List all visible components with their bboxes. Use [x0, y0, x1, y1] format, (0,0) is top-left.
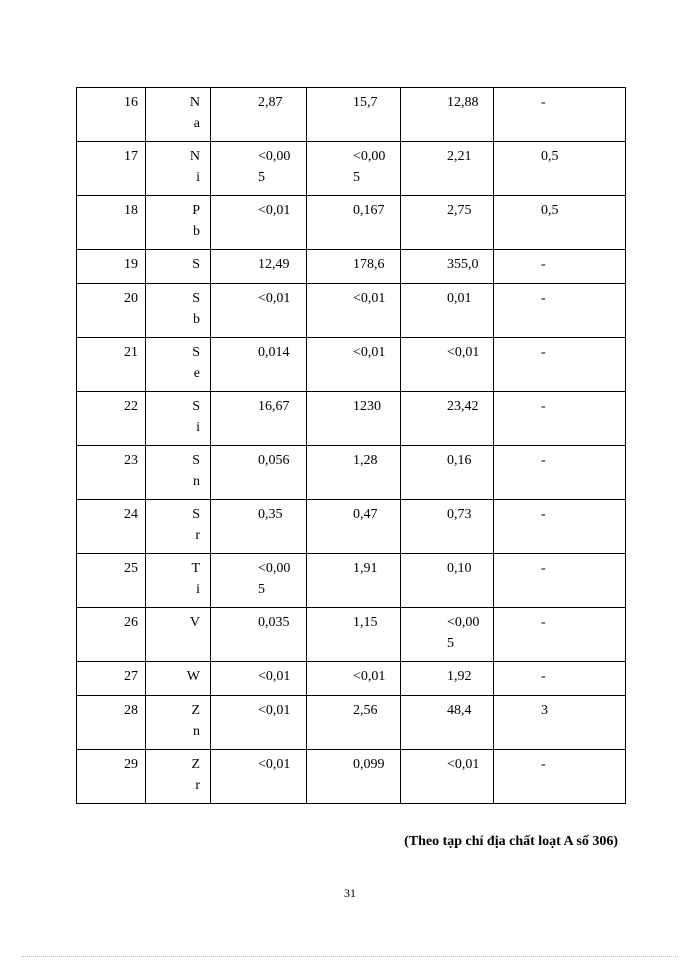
element-symbol-cell: [146, 750, 211, 804]
value-col1-cell: [211, 750, 307, 804]
value-col2-cell: [307, 392, 401, 446]
cell-text-line: -: [541, 399, 546, 414]
cell-text-line: b: [193, 312, 200, 327]
cell-text-line: S: [192, 257, 200, 272]
value-col2-cell: [307, 284, 401, 338]
table-row: [77, 662, 626, 696]
cell-text-line: S: [192, 399, 200, 414]
table-row: [77, 196, 626, 250]
row-number-cell: 28: [77, 696, 146, 750]
row-number-cell: 22: [77, 392, 146, 446]
limit-value-cell: [494, 750, 626, 804]
limit-value-cell: [494, 554, 626, 608]
row-number-cell: 19: [77, 250, 146, 284]
cell-text-line: 1,92: [447, 669, 472, 684]
cell-text-line: 0,035: [258, 615, 290, 630]
cell-text-line: S: [192, 291, 200, 306]
cell-text-line: 0,014: [258, 345, 290, 360]
cell-text-line: -: [541, 453, 546, 468]
cell-text-line: <0,01: [353, 669, 386, 684]
cell-text-line: -: [541, 561, 546, 576]
value-col2-cell: [307, 554, 401, 608]
value-col3-cell: [401, 338, 494, 392]
cell-text-line: <0,01: [353, 291, 386, 306]
cell-text-line: n: [193, 724, 200, 739]
value-col3-cell: [401, 446, 494, 500]
value-col1-cell: [211, 88, 307, 142]
table-row: [77, 696, 626, 750]
cell-text-line: S: [192, 507, 200, 522]
cell-text-line: 0,73: [447, 507, 472, 522]
value-col2-cell: [307, 696, 401, 750]
cell-text-line: -: [541, 615, 546, 630]
cell-text-line: 0,167: [353, 203, 385, 218]
page-bottom-border: [22, 956, 678, 957]
element-symbol-cell: [146, 284, 211, 338]
value-col3-cell: [401, 284, 494, 338]
row-number-cell: 20: [77, 284, 146, 338]
cell-text-line: 12,49: [258, 257, 290, 272]
cell-text-line: e: [193, 366, 200, 381]
table-row: [77, 554, 626, 608]
value-col1-cell: [211, 338, 307, 392]
source-note: (Theo tạp chí địa chất loạt A số 306): [404, 834, 618, 849]
cell-text-line: -: [541, 257, 546, 272]
cell-text-line: 12,88: [447, 95, 479, 110]
value-col3-cell: [401, 196, 494, 250]
value-col1-cell: [211, 142, 307, 196]
limit-value-cell: [494, 500, 626, 554]
cell-text-line: 355,0: [447, 257, 479, 272]
limit-value-cell: [494, 196, 626, 250]
element-symbol-cell: [146, 392, 211, 446]
table-row: [77, 446, 626, 500]
limit-value-cell: [494, 608, 626, 662]
cell-text-line: 5: [447, 636, 454, 651]
cell-text-line: 0,16: [447, 453, 472, 468]
value-col3-cell: [401, 662, 494, 696]
cell-text-line: 3: [541, 703, 548, 718]
value-col3-cell: [401, 696, 494, 750]
cell-text-line: -: [541, 291, 546, 306]
page-number: 31: [344, 886, 356, 900]
row-number-cell: 24: [77, 500, 146, 554]
value-col3-cell: [401, 392, 494, 446]
cell-text-line: 1,28: [353, 453, 378, 468]
cell-text-line: <0,01: [447, 757, 480, 772]
value-col2-cell: [307, 142, 401, 196]
cell-text-line: <0,01: [258, 203, 291, 218]
table-row: [77, 88, 626, 142]
element-symbol-cell: [146, 662, 211, 696]
element-symbol-cell: [146, 142, 211, 196]
cell-text-line: N: [189, 95, 200, 110]
table-row: [77, 142, 626, 196]
cell-text-line: 5: [353, 170, 360, 185]
value-col2-cell: [307, 446, 401, 500]
element-symbol-cell: [146, 88, 211, 142]
cell-text-line: <0,00: [258, 149, 291, 164]
value-col2-cell: [307, 250, 401, 284]
value-col1-cell: [211, 446, 307, 500]
cell-text-line: a: [193, 116, 200, 131]
cell-text-line: 2,87: [258, 95, 283, 110]
cell-text-line: <0,01: [447, 345, 480, 360]
value-col1-cell: [211, 662, 307, 696]
cell-text-line: 15,7: [353, 95, 378, 110]
cell-text-line: P: [192, 203, 200, 218]
row-number-cell: 29: [77, 750, 146, 804]
cell-text-line: <0,01: [258, 669, 291, 684]
limit-value-cell: [494, 88, 626, 142]
cell-text-line: 0,5: [541, 203, 559, 218]
cell-text-line: 0,056: [258, 453, 290, 468]
value-col1-cell: [211, 392, 307, 446]
cell-text-line: S: [192, 453, 200, 468]
element-symbol-cell: [146, 250, 211, 284]
cell-text-line: -: [541, 669, 546, 684]
cell-text-line: <0,01: [258, 291, 291, 306]
cell-text-line: V: [189, 615, 200, 630]
cell-text-line: <0,00: [258, 561, 291, 576]
element-symbol-cell: [146, 196, 211, 250]
row-number-cell: 27: [77, 662, 146, 696]
row-number-cell: 26: [77, 608, 146, 662]
value-col2-cell: [307, 500, 401, 554]
cell-text-line: <0,01: [258, 757, 291, 772]
value-col1-cell: [211, 554, 307, 608]
cell-text-line: i: [196, 582, 200, 597]
value-col2-cell: [307, 608, 401, 662]
cell-text-line: i: [196, 170, 200, 185]
cell-text-line: 1230: [353, 399, 381, 414]
value-col3-cell: [401, 500, 494, 554]
value-col1-cell: [211, 696, 307, 750]
cell-text-line: -: [541, 507, 546, 522]
cell-text-line: i: [196, 420, 200, 435]
value-col2-cell: [307, 88, 401, 142]
row-number-cell: 25: [77, 554, 146, 608]
cell-text-line: -: [541, 345, 546, 360]
cell-text-line: 2,75: [447, 203, 472, 218]
cell-text-line: 48,4: [447, 703, 472, 718]
cell-text-line: 0,10: [447, 561, 472, 576]
cell-text-line: r: [195, 778, 200, 793]
row-number-cell: 23: [77, 446, 146, 500]
value-col1-cell: [211, 196, 307, 250]
cell-text-line: 5: [258, 170, 265, 185]
table-row: [77, 338, 626, 392]
cell-text-line: T: [191, 561, 200, 576]
value-col3-cell: [401, 250, 494, 284]
cell-text-line: S: [192, 345, 200, 360]
limit-value-cell: [494, 696, 626, 750]
value-col3-cell: [401, 88, 494, 142]
cell-text-line: 0,35: [258, 507, 283, 522]
limit-value-cell: [494, 446, 626, 500]
value-col1-cell: [211, 608, 307, 662]
cell-text-line: r: [195, 528, 200, 543]
limit-value-cell: [494, 662, 626, 696]
table-row: [77, 608, 626, 662]
value-col1-cell: [211, 250, 307, 284]
table-body: [77, 88, 626, 804]
cell-text-line: 178,6: [353, 257, 385, 272]
cell-text-line: -: [541, 95, 546, 110]
table-row: [77, 284, 626, 338]
table-row: [77, 750, 626, 804]
element-symbol-cell: [146, 500, 211, 554]
cell-text-line: <0,00: [447, 615, 480, 630]
element-analysis-table: [76, 87, 626, 804]
value-col2-cell: [307, 750, 401, 804]
limit-value-cell: [494, 142, 626, 196]
cell-text-line: 5: [258, 582, 265, 597]
value-col1-cell: [211, 500, 307, 554]
cell-text-line: 1,15: [353, 615, 378, 630]
cell-text-line: W: [186, 669, 200, 684]
cell-text-line: 2,21: [447, 149, 472, 164]
row-number-cell: 16: [77, 88, 146, 142]
cell-text-line: <0,01: [353, 345, 386, 360]
value-col3-cell: [401, 142, 494, 196]
table-row: [77, 392, 626, 446]
row-number-cell: 21: [77, 338, 146, 392]
cell-text-line: <0,01: [258, 703, 291, 718]
value-col1-cell: [211, 284, 307, 338]
cell-text-line: 2,56: [353, 703, 378, 718]
cell-text-line: 1,91: [353, 561, 378, 576]
value-col3-cell: [401, 554, 494, 608]
value-col2-cell: [307, 662, 401, 696]
value-col2-cell: [307, 196, 401, 250]
cell-text-line: 0,47: [353, 507, 378, 522]
limit-value-cell: [494, 284, 626, 338]
limit-value-cell: [494, 338, 626, 392]
cell-text-line: -: [541, 757, 546, 772]
element-symbol-cell: [146, 554, 211, 608]
value-col3-cell: [401, 750, 494, 804]
table-row: [77, 250, 626, 284]
cell-text-line: 23,42: [447, 399, 479, 414]
cell-text-line: <0,00: [353, 149, 386, 164]
limit-value-cell: [494, 392, 626, 446]
value-col2-cell: [307, 338, 401, 392]
cell-text-line: 0,5: [541, 149, 559, 164]
cell-text-line: N: [189, 149, 200, 164]
limit-value-cell: [494, 250, 626, 284]
cell-text-line: b: [193, 224, 200, 239]
table-row: [77, 500, 626, 554]
element-symbol-cell: [146, 338, 211, 392]
row-number-cell: 17: [77, 142, 146, 196]
cell-text-line: n: [193, 474, 200, 489]
element-symbol-cell: [146, 608, 211, 662]
value-col3-cell: [401, 608, 494, 662]
cell-text-line: 16,67: [258, 399, 290, 414]
cell-text-line: 0,099: [353, 757, 385, 772]
element-symbol-cell: [146, 446, 211, 500]
cell-text-line: Z: [191, 703, 200, 718]
cell-text-line: 0,01: [447, 291, 472, 306]
element-symbol-cell: [146, 696, 211, 750]
cell-text-line: Z: [191, 757, 200, 772]
row-number-cell: 18: [77, 196, 146, 250]
